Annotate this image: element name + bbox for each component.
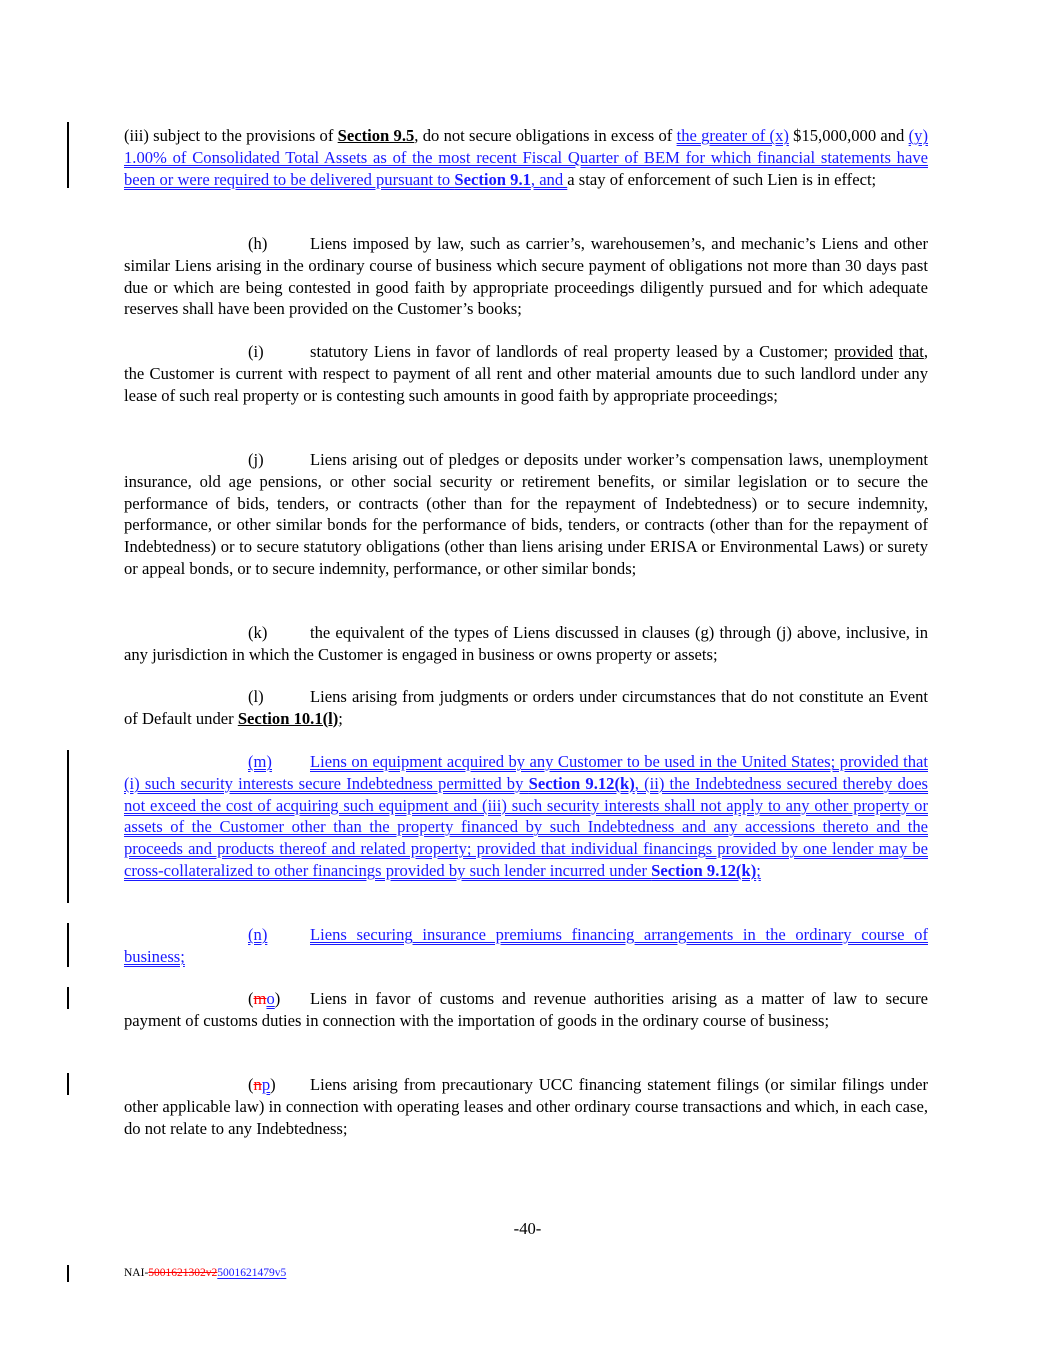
document-id-footer: NAI-5001621302v25001621479v5	[124, 1267, 287, 1279]
inserted-doc-id: 5001621479v5	[217, 1267, 287, 1279]
inserted-text: , and	[530, 169, 568, 189]
clause-p: (np) Liens arising from precautionary UCC financing statement filings (or similar filings under other applicable law) in connection with operating leases and other ordinary course transactions and which, in each case, do not relate to any Indebtedness;	[124, 1075, 928, 1138]
inserted-text: (y) 1.00% of Consolidated Total Assets as of the most recent Fiscal Quarter of BEM for which financial statements have been or were required to be delivered pursuant to	[124, 126, 928, 189]
clause-marker: (np)	[248, 1075, 276, 1094]
clause-m: (m) Liens on equipment acquired by any Customer to be used in the United States; provided that (i) such security interests secure Indebtedness permitted by Section 9.12(k), (ii) the Indebtedness secured thereby does not exceed the cost of acquiring such equipment and (iii) such security interests shall not apply to any other property or assets of the Customer other than the property financed by such Indebtedness and any accessions thereto and the proceeds and products thereof and related property; provided that individual financings provided by one lender may be cross-collateralized to other financings provided by such lender incurred under Section 9.12(k);	[124, 752, 929, 880]
clause-marker: (j)	[248, 450, 264, 469]
change-bar	[67, 1073, 69, 1095]
inserted-section-ref: Section 9.1	[454, 169, 531, 189]
change-bar	[67, 1265, 69, 1282]
page-number: -40-	[513, 1219, 542, 1238]
deleted-doc-id: 5001621302v2	[148, 1267, 218, 1279]
clause-marker: (k)	[248, 623, 268, 642]
section-ref: Section 10.1(l)	[237, 708, 339, 728]
clause-marker: (mo)	[248, 989, 281, 1008]
clause-k: (k) the equivalent of the types of Liens discussed in clauses (g) through (j) above, inclusive, in any jurisdiction in which the Customer is engaged in business or owns property or assets;	[124, 623, 928, 664]
clause-h: (h) Liens imposed by law, such as carrier’s, warehousemen’s, and mechanic’s Liens and other similar Liens arising in the ordinary course of business which secure payment of obligations not more than 30 days past due or which are being contested in good faith by appropriate proceedings diligently pursued and for which adequate reserves shall have been provided on the Customer’s books;	[124, 234, 928, 319]
change-bar	[67, 750, 69, 903]
deleted-text: n	[253, 1075, 262, 1094]
clause-l: (l) Liens arising from judgments or orders under circumstances that do not constitute an Event of Default under Section 10.1(l);	[124, 687, 928, 728]
clause-n: (n) Liens securing insurance premiums financing arrangements in the ordinary course of business;	[124, 925, 928, 966]
change-bar	[67, 122, 69, 188]
clause-o: (mo) Liens in favor of customs and revenue authorities arising as a matter of law to secure payment of customs duties in connection with the importation of goods in the ordinary course of business;	[124, 989, 928, 1030]
clause-marker: (h)	[248, 234, 268, 253]
inserted-section-ref: Section 9.12(k)	[528, 773, 635, 793]
clause-g-tail: (iii) subject to the provisions of Section 9.5, do not secure obligations in excess of the greater of (x) $15,000,000 and (y) 1.00% of Consolidated Total Assets as of the most recent Fiscal Quarter of BEM for which financial statements have been or were required to be delivered pursuant to Section 9.1, and a stay of enforcement of such Lien is in effect;	[124, 126, 928, 189]
clause-marker: (n)	[248, 925, 268, 944]
clause-marker: (m)	[248, 752, 272, 771]
clause-j: (j) Liens arising out of pledges or deposits under worker’s compensation laws, unemployment insurance, old age pensions, or other social security or retirement benefits, or similar legislation or to secure the performance of bids, tenders, or contracts (other than for the repayment of Indebtedness) or to secure indemnity, performance, or other similar bonds for the performance of bids, tenders, or contracts (other than for the repayment of Indebtedness) or to secure statutory obligations (other than liens arising under ERISA or Environmental Laws) or surety or appeal bonds, or to secure indemnity, performance, or other similar bonds;	[124, 450, 928, 578]
change-bar	[67, 987, 69, 1009]
clause-marker: (i)	[248, 342, 264, 361]
inserted-text: the greater of (x)	[676, 126, 789, 145]
deleted-text: m	[253, 989, 267, 1008]
clause-marker: (l)	[248, 687, 264, 706]
inserted-text: o	[266, 989, 275, 1008]
inserted-text: p	[261, 1075, 271, 1094]
clause-i: (i) statutory Liens in favor of landlords of real property leased by a Customer; provided that, the Customer is current with respect to payment of all rent and other material amounts due to such landlord under any lease of such real property or is contesting such amounts in good faith by appropriate proceedings;	[124, 342, 929, 405]
inserted-section-ref: Section 9.12(k)	[651, 860, 757, 880]
change-bar	[67, 923, 69, 967]
section-ref: Section 9.5	[337, 126, 415, 145]
